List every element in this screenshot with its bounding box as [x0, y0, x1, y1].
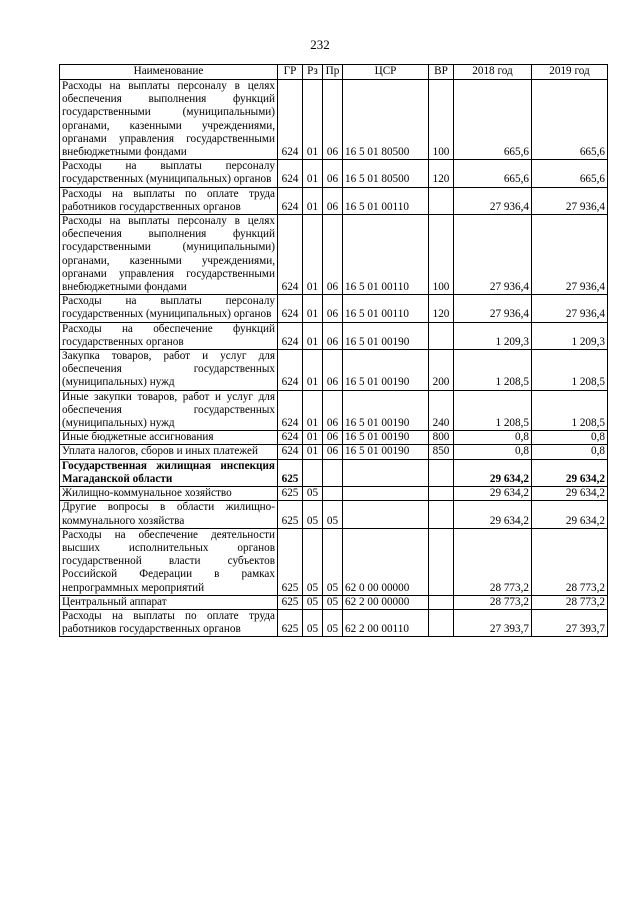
cell-gr: 624: [278, 80, 303, 160]
cell-gr: 625: [278, 595, 303, 609]
cell-rz: [303, 459, 323, 486]
cell-gr: 625: [278, 459, 303, 486]
cell-2019: 29 634,2: [532, 501, 608, 528]
cell-vr: [429, 595, 454, 609]
cell-rz: 01: [303, 445, 323, 459]
cell-2018: 29 634,2: [454, 459, 532, 486]
cell-csr: 16 5 01 00190: [343, 322, 429, 349]
cell-pr: 05: [323, 501, 343, 528]
cell-2019: 29 634,2: [532, 487, 608, 501]
cell-pr: 06: [323, 445, 343, 459]
cell-vr: 120: [429, 295, 454, 322]
cell-2019: 1 208,5: [532, 390, 608, 431]
table-row: [60, 595, 608, 609]
cell-pr: 06: [323, 215, 343, 295]
cell-rz: 01: [303, 160, 323, 187]
table-row: [60, 431, 608, 445]
cell-vr: 800: [429, 431, 454, 445]
cell-rz: 01: [303, 322, 323, 349]
cell-gr: 624: [278, 322, 303, 349]
cell-rz: 05: [303, 595, 323, 609]
cell-2018: 1 209,3: [454, 322, 532, 349]
cell-vr: 100: [429, 80, 454, 160]
cell-pr: 05: [323, 595, 343, 609]
cell-2018: 28 773,2: [454, 595, 532, 609]
cell-vr: [429, 501, 454, 528]
table-row: [60, 609, 608, 636]
cell-gr: 624: [278, 160, 303, 187]
cell-2018: 0,8: [454, 445, 532, 459]
cell-2018: 27 936,4: [454, 215, 532, 295]
cell-pr: 06: [323, 322, 343, 349]
cell-csr: 16 5 01 00190: [343, 431, 429, 445]
cell-name: Расходы на выплаты персоналу государственных (муниципальных) органов: [60, 160, 278, 187]
table-row: [60, 160, 608, 187]
col-header-2019: 2019 год: [532, 65, 608, 80]
table-row: [60, 528, 608, 595]
cell-pr: 05: [323, 609, 343, 636]
table-row: [60, 459, 608, 486]
cell-vr: 240: [429, 390, 454, 431]
table-row: [60, 295, 608, 322]
cell-2019: 27 936,4: [532, 295, 608, 322]
cell-vr: [429, 487, 454, 501]
cell-2019: 0,8: [532, 445, 608, 459]
cell-2019: 665,6: [532, 160, 608, 187]
table-row: [60, 390, 608, 431]
table-row: [60, 445, 608, 459]
cell-name: Другие вопросы в области жилищно-коммунального хозяйства: [60, 501, 278, 528]
cell-name: Уплата налогов, сборов и иных платежей: [60, 445, 278, 459]
cell-gr: 624: [278, 350, 303, 391]
cell-2018: 1 208,5: [454, 350, 532, 391]
cell-2018: 27 936,4: [454, 187, 532, 214]
table-header-row: [60, 65, 608, 80]
cell-vr: 200: [429, 350, 454, 391]
cell-csr: [343, 501, 429, 528]
cell-csr: 16 5 01 00110: [343, 295, 429, 322]
cell-csr: 16 5 01 00110: [343, 187, 429, 214]
cell-2019: 28 773,2: [532, 528, 608, 595]
cell-name: Иные бюджетные ассигнования: [60, 431, 278, 445]
cell-name: Расходы на выплаты по оплате труда работников государственных органов: [60, 609, 278, 636]
cell-rz: 01: [303, 390, 323, 431]
col-header-name: Наименование: [60, 65, 278, 80]
col-header-2018: 2018 год: [454, 65, 532, 80]
cell-csr: [343, 487, 429, 501]
cell-2019: 665,6: [532, 80, 608, 160]
cell-2019: 27 936,4: [532, 187, 608, 214]
table-row: [60, 187, 608, 214]
cell-rz: 01: [303, 187, 323, 214]
table-row: [60, 215, 608, 295]
cell-csr: 16 5 01 00110: [343, 215, 429, 295]
cell-gr: 625: [278, 609, 303, 636]
cell-name: Расходы на выплаты персоналу в целях обеспечения выполнения функций государственными (муниципальными) органами, казенными учреждениями, органами управления государственными внебюджетными фондами: [60, 80, 278, 160]
cell-2018: 27 936,4: [454, 295, 532, 322]
cell-pr: 06: [323, 160, 343, 187]
cell-rz: 05: [303, 609, 323, 636]
cell-gr: 624: [278, 390, 303, 431]
cell-2018: 29 634,2: [454, 501, 532, 528]
cell-gr: 624: [278, 187, 303, 214]
cell-name: Государственная жилищная инспекция Магаданской области: [60, 459, 278, 486]
col-header-vr: ВР: [429, 65, 454, 80]
cell-csr: 62 2 00 00000: [343, 595, 429, 609]
cell-vr: 850: [429, 445, 454, 459]
cell-name: Центральный аппарат: [60, 595, 278, 609]
cell-2018: 665,6: [454, 80, 532, 160]
col-header-gr: ГР: [278, 65, 303, 80]
cell-pr: [323, 487, 343, 501]
cell-pr: 06: [323, 390, 343, 431]
cell-pr: [323, 459, 343, 486]
cell-csr: 16 5 01 00190: [343, 390, 429, 431]
cell-2018: 1 208,5: [454, 390, 532, 431]
cell-vr: 100: [429, 215, 454, 295]
cell-name: Расходы на выплаты персоналу государственных (муниципальных) органов: [60, 295, 278, 322]
cell-2018: 0,8: [454, 431, 532, 445]
table-row: [60, 487, 608, 501]
cell-2018: 28 773,2: [454, 528, 532, 595]
cell-pr: 06: [323, 431, 343, 445]
cell-2019: 27 393,7: [532, 609, 608, 636]
cell-2019: 29 634,2: [532, 459, 608, 486]
cell-name: Расходы на выплаты по оплате труда работников государственных органов: [60, 187, 278, 214]
cell-pr: 06: [323, 187, 343, 214]
cell-rz: 01: [303, 350, 323, 391]
cell-rz: 01: [303, 295, 323, 322]
table-row: [60, 80, 608, 160]
cell-csr: 16 5 01 00190: [343, 445, 429, 459]
cell-gr: 624: [278, 445, 303, 459]
cell-rz: 01: [303, 80, 323, 160]
col-header-pr: Пр: [323, 65, 343, 80]
cell-name: Иные закупки товаров, работ и услуг для обеспечения государственных (муниципальных) нужд: [60, 390, 278, 431]
cell-gr: 625: [278, 528, 303, 595]
budget-table: [59, 64, 608, 637]
cell-vr: 120: [429, 160, 454, 187]
cell-vr: [429, 528, 454, 595]
cell-name: Расходы на обеспечение деятельности высших исполнительных органов государственной власти субъектов Российской Федерации в рамках непрограммных мероприятий: [60, 528, 278, 595]
cell-gr: 624: [278, 215, 303, 295]
cell-rz: 05: [303, 487, 323, 501]
col-header-rz: Рз: [303, 65, 323, 80]
cell-gr: 625: [278, 501, 303, 528]
cell-csr: 16 5 01 00190: [343, 350, 429, 391]
table-row: [60, 322, 608, 349]
page-number: 232: [310, 37, 330, 52]
cell-2019: 28 773,2: [532, 595, 608, 609]
table-row: [60, 350, 608, 391]
cell-2019: 1 208,5: [532, 350, 608, 391]
cell-vr: [429, 459, 454, 486]
cell-name: Расходы на выплаты персоналу в целях обеспечения выполнения функций государственными (муниципальными) органами, казенными учреждениями, органами управления государственными внебюджетными фондами: [60, 215, 278, 295]
cell-2018: 665,6: [454, 160, 532, 187]
cell-rz: 05: [303, 501, 323, 528]
cell-vr: [429, 322, 454, 349]
cell-csr: 62 0 00 00000: [343, 528, 429, 595]
cell-vr: [429, 187, 454, 214]
cell-gr: 624: [278, 431, 303, 445]
cell-2019: 1 209,3: [532, 322, 608, 349]
cell-rz: 05: [303, 528, 323, 595]
cell-csr: 16 5 01 80500: [343, 160, 429, 187]
cell-name: Расходы на обеспечение функций государственных органов: [60, 322, 278, 349]
cell-2018: 29 634,2: [454, 487, 532, 501]
cell-pr: 06: [323, 295, 343, 322]
cell-2019: 27 936,4: [532, 215, 608, 295]
cell-pr: 06: [323, 80, 343, 160]
cell-name: Жилищно-коммунальное хозяйство: [60, 487, 278, 501]
cell-csr: [343, 459, 429, 486]
cell-pr: 06: [323, 350, 343, 391]
cell-name: Закупка товаров, работ и услуг для обеспечения государственных (муниципальных) нужд: [60, 350, 278, 391]
cell-rz: 01: [303, 215, 323, 295]
cell-rz: 01: [303, 431, 323, 445]
table-row: [60, 501, 608, 528]
cell-vr: [429, 609, 454, 636]
col-header-csr: ЦСР: [343, 65, 429, 80]
cell-gr: 625: [278, 487, 303, 501]
cell-csr: 16 5 01 80500: [343, 80, 429, 160]
cell-gr: 624: [278, 295, 303, 322]
cell-csr: 62 2 00 00110: [343, 609, 429, 636]
cell-pr: 05: [323, 528, 343, 595]
cell-2019: 0,8: [532, 431, 608, 445]
cell-2018: 27 393,7: [454, 609, 532, 636]
